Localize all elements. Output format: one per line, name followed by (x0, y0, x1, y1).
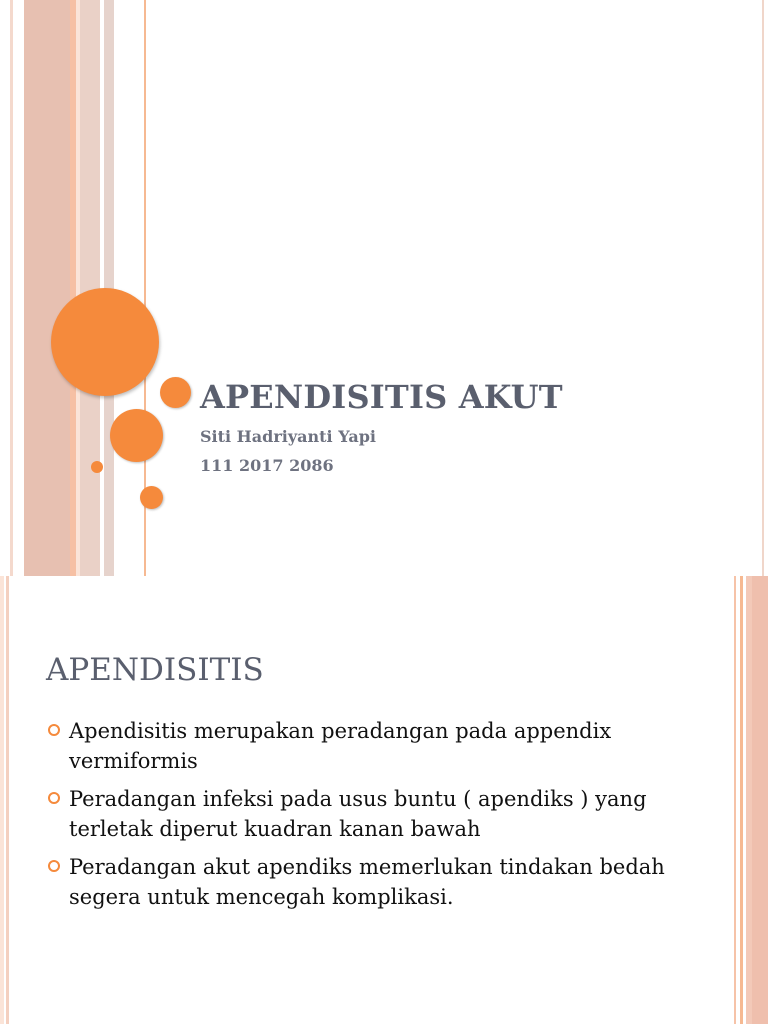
bullet-item (46, 852, 686, 912)
decorative-band (734, 576, 736, 1024)
decorative-circle (91, 461, 103, 473)
circle-bullet-icon (48, 860, 60, 872)
decorative-circle (160, 377, 191, 408)
decorative-band (0, 576, 4, 1024)
bullet-item (46, 784, 686, 844)
bullet-text: Apendisitis merupakan peradangan pada appendix vermiformis (69, 719, 612, 773)
decorative-band (752, 576, 768, 1024)
bullet-list (46, 716, 686, 920)
circle-bullet-icon (48, 724, 60, 736)
slide-title: APENDISITIS AKUT (200, 378, 563, 416)
decorative-band (6, 576, 9, 1024)
circle-bullet-icon (48, 792, 60, 804)
decorative-circle (140, 486, 163, 509)
decorative-circle (51, 288, 159, 396)
student-id: 111 2017 2086 (200, 456, 334, 475)
decorative-band (762, 0, 764, 576)
decorative-band (24, 0, 70, 576)
bullet-text: Peradangan infeksi pada usus buntu ( apendiks ) yang terletak diperut kuadran kanan bawah (69, 787, 647, 841)
bullet-text: Peradangan akut apendiks memerlukan tindakan bedah segera untuk mencegah komplikasi. (69, 855, 665, 909)
decorative-band (740, 576, 743, 1024)
decorative-band (10, 0, 13, 576)
author-name: Siti Hadriyanti Yapi (200, 427, 376, 446)
slide-heading: APENDISITIS (46, 652, 264, 688)
decorative-circle (110, 409, 163, 462)
content-slide (0, 576, 768, 1024)
bullet-item (46, 716, 686, 776)
